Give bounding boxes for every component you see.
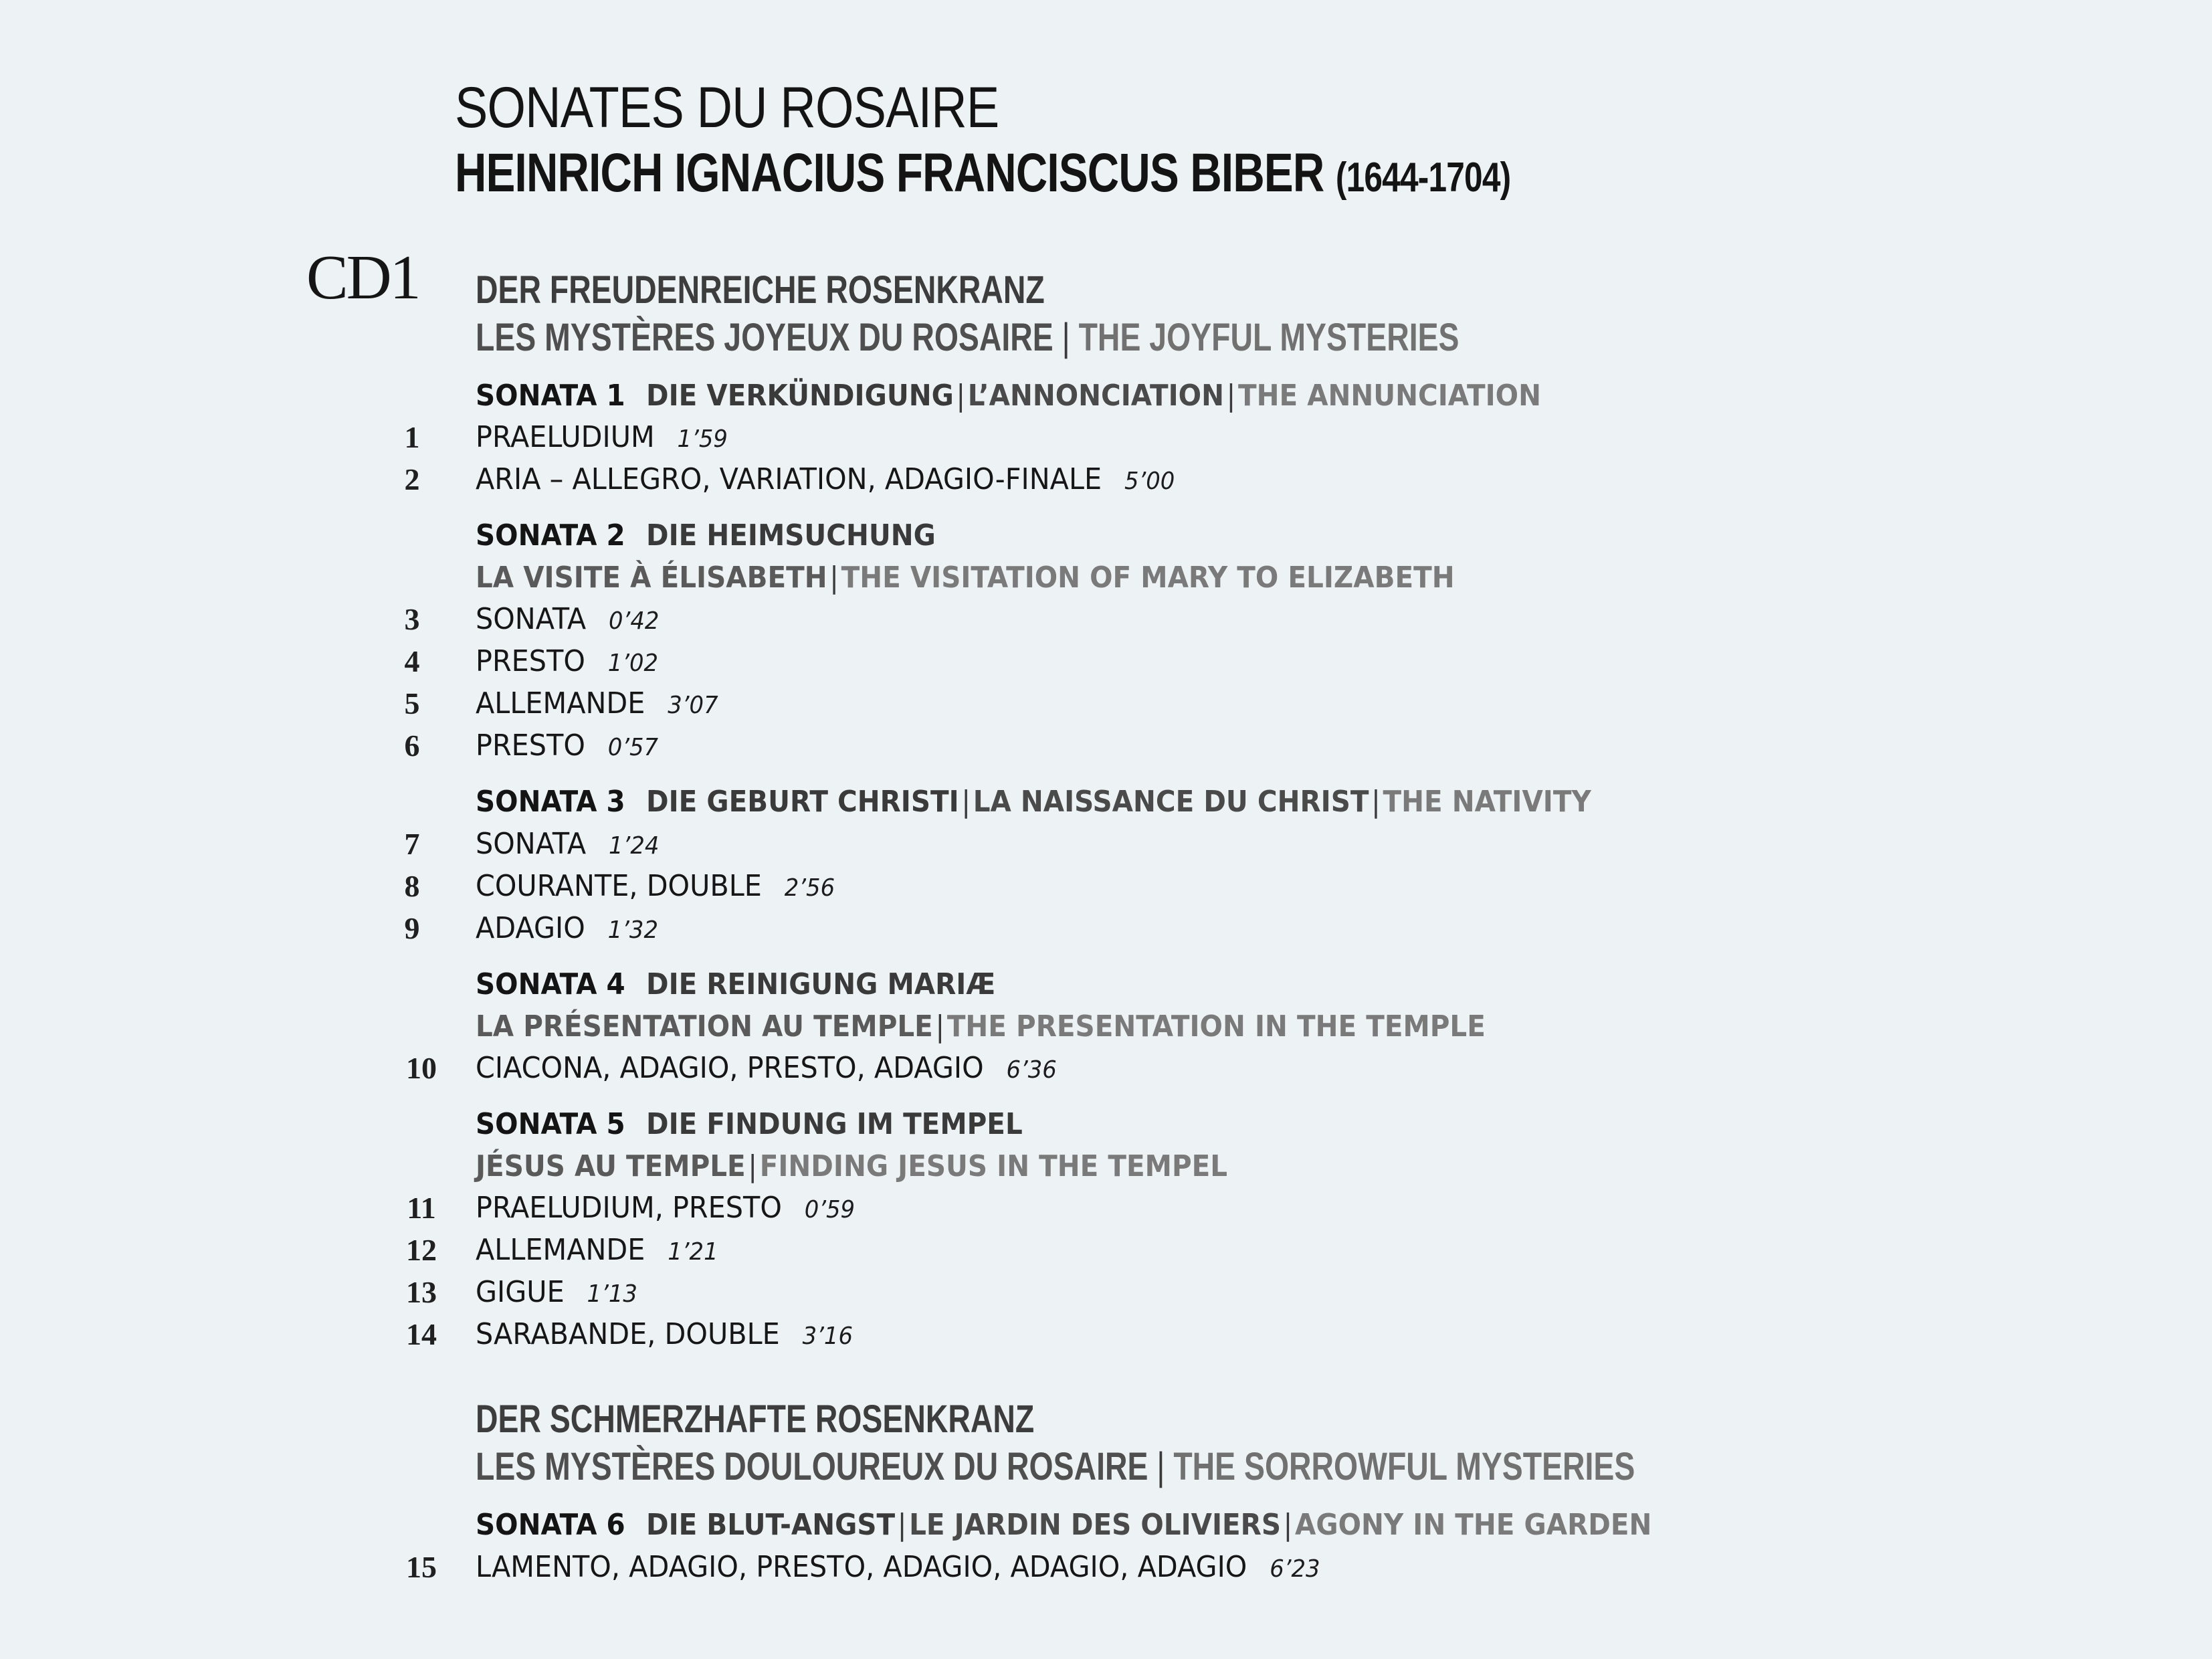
album-title: SONATES DU ROSAIRE <box>455 76 999 140</box>
sonata-4-translations <box>476 1009 1486 1044</box>
sonata-1-heading <box>476 381 1541 411</box>
track-duration: 1’59 <box>677 425 728 453</box>
sonata-4-french: LA PRÉSENTATION AU TEMPLE <box>476 1009 933 1044</box>
track-row[interactable] <box>476 686 718 720</box>
cd-label: CD1 <box>306 243 419 312</box>
cycle-1-translations <box>476 318 1460 357</box>
cycle-1-french: LES MYSTÈRES JOYEUX DU ROSAIRE <box>476 316 1053 359</box>
track-row[interactable] <box>476 644 659 678</box>
track-row[interactable] <box>476 1550 1320 1584</box>
sonata-4-german: DIE REINIGUNG MARIÆ <box>645 967 996 1001</box>
sonata-4-english: THE PRESENTATION IN THE TEMPLE <box>946 1009 1486 1044</box>
track-title: CIACONA, ADAGIO, PRESTO, ADAGIO <box>476 1051 984 1085</box>
track-duration: 1’24 <box>609 832 660 860</box>
track-title: PRESTO <box>476 644 585 678</box>
track-title: COURANTE, DOUBLE <box>476 869 762 903</box>
track-title: SONATA <box>476 602 587 636</box>
composer-line <box>455 142 1511 203</box>
sonata-3-heading <box>476 787 1591 817</box>
track-number: 9 <box>404 911 420 945</box>
sonata-1-english: THE ANNUNCIATION <box>1237 379 1541 413</box>
sonata-3-german: DIE GEBURT CHRISTI <box>645 785 959 819</box>
track-row[interactable] <box>476 1193 855 1223</box>
track-number: 4 <box>404 644 420 678</box>
track-duration: 1’32 <box>607 916 658 944</box>
sonata-1-german: DIE VERKÜNDIGUNG <box>645 379 954 413</box>
separator: | <box>1157 1445 1165 1488</box>
track-number: 6 <box>404 728 420 763</box>
separator: | <box>1283 1508 1293 1542</box>
track-number: 13 <box>406 1275 437 1309</box>
track-number: 12 <box>406 1233 437 1267</box>
track-title: ALLEMANDE <box>476 1233 645 1267</box>
sonata-2-heading <box>476 518 936 553</box>
track-row[interactable] <box>476 462 1175 496</box>
sonata-6-english: AGONY IN THE GARDEN <box>1295 1508 1652 1542</box>
track-row[interactable] <box>476 1233 718 1267</box>
sonata-6-french: LE JARDIN DES OLIVIERS <box>909 1508 1282 1542</box>
separator: | <box>935 1009 945 1044</box>
sonata-4-label: SONATA 4 <box>476 967 625 1001</box>
track-number: 3 <box>404 602 420 636</box>
separator: | <box>748 1149 758 1183</box>
separator: | <box>1062 316 1070 359</box>
track-title: PRAELUDIUM <box>476 420 655 454</box>
track-title: PRESTO <box>476 728 585 763</box>
track-row[interactable] <box>476 420 728 454</box>
sonata-2-label: SONATA 2 <box>476 518 625 553</box>
track-number: 1 <box>404 420 420 454</box>
track-number: 11 <box>407 1191 436 1225</box>
sonata-6-german: DIE BLUT-ANGST <box>645 1508 896 1542</box>
track-number: 5 <box>404 686 420 720</box>
separator: | <box>961 785 971 819</box>
track-duration: 0’57 <box>607 734 659 761</box>
track-duration: 5’00 <box>1124 468 1175 495</box>
track-title: SONATA <box>476 827 587 861</box>
track-title: PRAELUDIUM, PRESTO <box>476 1191 782 1225</box>
sonata-5-label: SONATA 5 <box>476 1107 625 1141</box>
track-duration: 6’36 <box>1006 1056 1057 1084</box>
cycle-2-translations <box>476 1445 1635 1488</box>
track-row[interactable] <box>476 1275 637 1309</box>
sonata-4-heading <box>476 967 996 1001</box>
track-number: 2 <box>404 462 420 496</box>
sonata-2-french: LA VISITE À ÉLISABETH <box>476 561 827 595</box>
track-title: ADAGIO <box>476 911 585 945</box>
track-row[interactable] <box>476 728 659 763</box>
track-duration: 6’23 <box>1270 1555 1320 1583</box>
cycle-1-english: THE JOYFUL MYSTERIES <box>1078 316 1460 359</box>
separator: | <box>829 561 839 595</box>
cycle-2-french: LES MYSTÈRES DOULOUREUX DU ROSAIRE <box>476 1445 1148 1488</box>
track-title: ARIA – ALLEGRO, VARIATION, ADAGIO-FINALE <box>476 462 1102 496</box>
cycle-2-english: THE SORROWFUL MYSTERIES <box>1173 1445 1635 1488</box>
sonata-6-label: SONATA 6 <box>476 1508 625 1542</box>
track-duration: 0’59 <box>804 1196 856 1224</box>
separator: | <box>1371 785 1381 819</box>
track-duration: 1’13 <box>587 1280 637 1308</box>
track-title: GIGUE <box>476 1275 565 1309</box>
separator: | <box>897 1508 907 1542</box>
separator: | <box>956 379 966 413</box>
sonata-2-english: THE VISITATION OF MARY TO ELIZABETH <box>841 561 1455 595</box>
track-row[interactable] <box>476 911 658 945</box>
track-number: 7 <box>404 827 420 861</box>
track-title: LAMENTO, ADAGIO, PRESTO, ADAGIO, ADAGIO, ADAGIO <box>476 1550 1247 1584</box>
track-duration: 0’42 <box>609 607 660 635</box>
cycle-1-german: DER FREUDENREICHE ROSENKRANZ <box>476 268 1045 312</box>
sonata-1-label: SONATA 1 <box>476 379 625 413</box>
track-title: ALLEMANDE <box>476 686 645 720</box>
track-number: 14 <box>406 1317 437 1351</box>
sonata-5-german: DIE FINDUNG IM TEMPEL <box>645 1107 1023 1141</box>
track-row[interactable] <box>476 869 835 903</box>
sonata-2-german: DIE HEIMSUCHUNG <box>645 518 936 553</box>
track-number: 8 <box>404 869 420 903</box>
track-number: 10 <box>406 1051 437 1085</box>
sonata-3-english: THE NATIVITY <box>1383 785 1591 819</box>
cycle-2-german: DER SCHMERZHAFTE ROSENKRANZ <box>476 1397 1035 1441</box>
track-duration: 3’07 <box>668 692 718 719</box>
track-row[interactable] <box>476 1317 853 1351</box>
track-row[interactable] <box>476 827 660 861</box>
track-row[interactable] <box>476 1051 1057 1085</box>
sonata-6-heading <box>476 1510 1651 1540</box>
composer-dates: (1644-1704) <box>1335 155 1511 201</box>
track-duration: 1’02 <box>607 650 659 677</box>
composer-name: HEINRICH IGNACIUS FRANCISCUS BIBER <box>455 142 1324 203</box>
sonata-1-french: L’ANNONCIATION <box>967 379 1224 413</box>
track-duration: 2’56 <box>784 874 835 902</box>
sonata-3-label: SONATA 3 <box>476 785 625 819</box>
sonata-2-translations <box>476 563 1455 593</box>
sonata-5-heading <box>476 1107 1023 1141</box>
sonata-5-english: FINDING JESUS IN THE TEMPEL <box>759 1149 1228 1183</box>
track-row[interactable] <box>476 602 660 636</box>
track-duration: 1’21 <box>668 1238 718 1266</box>
separator: | <box>1226 379 1236 413</box>
sonata-5-french: JÉSUS AU TEMPLE <box>476 1149 746 1183</box>
track-duration: 3’16 <box>802 1323 853 1350</box>
sonata-3-french: LA NAISSANCE DU CHRIST <box>973 785 1369 819</box>
track-title: SARABANDE, DOUBLE <box>476 1317 780 1351</box>
track-number: 15 <box>406 1550 437 1584</box>
sonata-5-translations <box>476 1149 1228 1183</box>
